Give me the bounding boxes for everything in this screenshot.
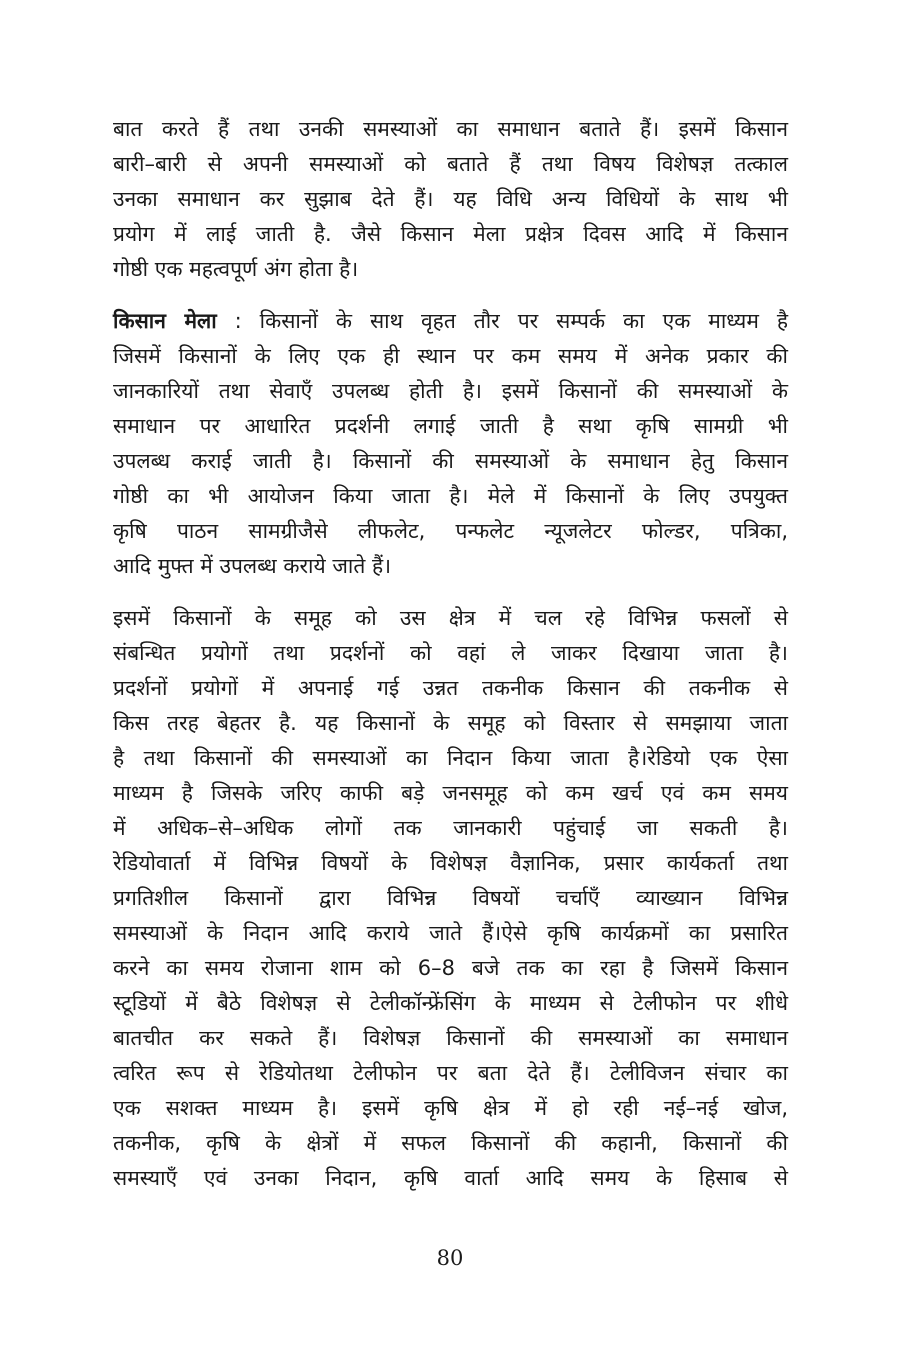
text-line: जिसमें किसानों के लिए एक ही स्थान पर कम समय में अनेक प्रकार की [113, 344, 788, 368]
text-line: त्वरित रूप से रेडियोतथा टेलीफोन पर बता देते हैं। टेलीविजन संचार का [113, 1061, 788, 1085]
kisan-mela-heading: किसान मेला [113, 309, 217, 333]
text-line: गोष्ठी का भी आयोजन किया जाता है। मेले में किसानों के लिए उपयुक्त [113, 484, 788, 508]
text-line-rest: : किसानों के साथ वृहत तौर पर सम्पर्क का एक माध्यम है [216, 309, 788, 333]
text-line: इसमें किसानों के समूह को उस क्षेत्र में चल रहे विभिन्न फसलों से [113, 606, 788, 630]
text-line: एक सशक्त माध्यम है। इसमें कृषि क्षेत्र में हो रही नई–नई खोज, [113, 1096, 788, 1120]
text-line: उनका समाधान कर सुझाब देते हैं। यह विधि अन्य विधियों के साथ भी [113, 187, 788, 211]
paragraph-goshthi [113, 112, 788, 287]
text-line: समस्याओं के निदान आदि कराये जाते हैं।ऐसे कृषि कार्यक्रमों का प्रसारित [113, 921, 788, 945]
text-line: समाधान पर आधारित प्रदर्शनी लगाई जाती है सथा कृषि सामग्री भी [113, 414, 788, 438]
page-number: 80 [436, 1246, 464, 1270]
text-line: प्रगतिशील किसानों द्वारा विभिन्न विषयों चर्चाएँ व्याख्यान विभिन्न [113, 886, 788, 910]
page-body [113, 112, 788, 1213]
text-line: रेडियोवार्ता में विभिन्न विषयों के विशेषज्ञ वैज्ञानिक, प्रसार कार्यकर्ता तथा [113, 851, 788, 875]
text-line: जानकारियों तथा सेवाएँ उपलब्ध होती है। इसमें किसानों की समस्याओं के [113, 379, 788, 403]
text-line: समस्याएँ एवं उनका निदान, कृषि वार्ता आदि समय के हिसाब से [113, 1166, 788, 1190]
text-line: तकनीक, कृषि के क्षेत्रों में सफल किसानों की कहानी, किसानों की [113, 1131, 788, 1155]
text-line: बातचीत कर सकते हैं। विशेषज्ञ किसानों की समस्याओं का समाधान [113, 1026, 788, 1050]
text-line: बारी–बारी से अपनी समस्याओं को बताते हैं तथा विषय विशेषज्ञ तत्काल [113, 152, 788, 176]
text-line: संबन्धित प्रयोगों तथा प्रदर्शनों को वहां ले जाकर दिखाया जाता है। [113, 641, 788, 665]
text-line: उपलब्ध कराई जाती है। किसानों की समस्याओं के समाधान हेतु किसान [113, 449, 788, 473]
text-line: कृषि पाठन सामग्रीजैसे लीफलेट, पन्फलेट न्यूजलेटर फोल्डर, पत्रिका, [113, 519, 788, 543]
text-line: गोष्ठी एक महत्वपूर्ण अंग होता है। [113, 257, 359, 281]
text-line: माध्यम है जिसके जरिए काफी बड़े जनसमूह को कम खर्च एवं कम समय [113, 781, 788, 805]
text-line: में अधिक–से–अधिक लोगों तक जानकारी पहुंचाई जा सकती है। [113, 816, 788, 840]
text-line-with-term [113, 304, 788, 339]
text-line: बात करते हैं तथा उनकी समस्याओं का समाधान बताते हैं। इसमें किसान [113, 117, 788, 141]
text-line: प्रयोग में लाई जाती है. जैसे किसान मेला प्रक्षेत्र दिवस आदि में किसान [113, 222, 788, 246]
text-line: करने का समय रोजाना शाम को 6–8 बजे तक का रहा है जिसमें किसान [113, 956, 788, 980]
text-line: है तथा किसानों की समस्याओं का निदान किया जाता है।रेडियो एक ऐसा [113, 746, 788, 770]
text-line: प्रदर्शनों प्रयोगों में अपनाई गई उन्नत तकनीक किसान की तकनीक से [113, 676, 788, 700]
text-line: आदि मुफ्त में उपलब्ध कराये जाते हैं। [113, 554, 392, 578]
paragraph-kisan-mela [113, 304, 788, 584]
text-line: स्टूडियों में बैठे विशेषज्ञ से टेलीकॉन्फ्रेंसिंग के माध्यम से टेलीफोन पर शीधे [113, 991, 788, 1015]
text-line: किस तरह बेहतर है. यह किसानों के समूह को विस्तार से समझाया जाता [113, 711, 788, 735]
paragraph-demonstration-radio-tv [113, 601, 788, 1196]
